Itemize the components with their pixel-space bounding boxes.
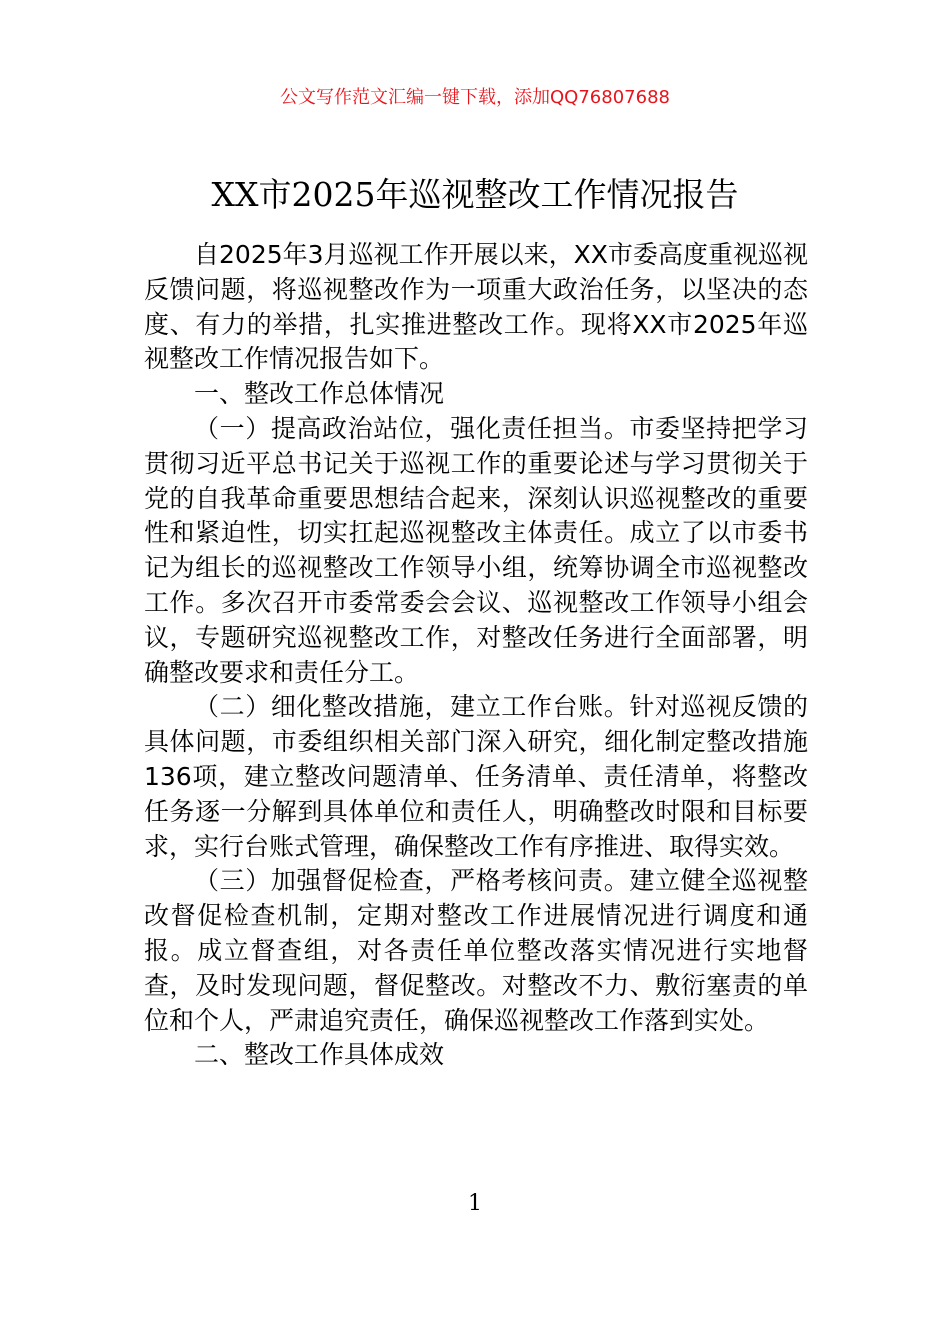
paragraph-1-3: （三）加强督促检查，严格考核问责。建立健全巡视整改督促检查机制，定期对整改工作进展情况进行调度和通报。成立督查组，对各责任单位整改落实情况进行实地督查，及时发现问题，督促整改。对整改不力、敷衍塞责的单位和个人，严肃追究责任，确保巡视整改工作落到实处。: [144, 866, 808, 1035]
document-title: XX市2025年巡视整改工作情况报告: [211, 175, 739, 214]
section-heading-1: 一、整改工作总体情况: [194, 379, 445, 409]
paragraph-1-1: （一）提高政治站位，强化责任担当。市委坚持把学习贯彻习近平总书记关于巡视工作的重要论述与学习贯彻关于党的自我革命重要思想结合起来，深刻认识巡视整改的重要性和紧迫性，切实扛起巡视整改主体责任。成立了以市委书记为组长的巡视整改工作领导小组，统筹协调全市巡视整改工作。多次召开市委常委会会议、巡视整改工作领导小组会议，专题研究巡视整改工作，对整改任务进行全面部署，明确整改要求和责任分工。: [144, 413, 808, 687]
document-body: [144, 238, 808, 1073]
intro-paragraph: 自2025年3月巡视工作开展以来，XX市委高度重视巡视反馈问题，将巡视整改作为一项重大政治任务，以坚决的态度、有力的举措，扎实推进整改工作。现将XX市2025年巡视整改工作情况报告如下。: [144, 240, 808, 374]
paragraph-1-2: （二）细化整改措施，建立工作台账。针对巡视反馈的具体问题，市委组织相关部门深入研究，细化制定整改措施136项，建立整改问题清单、任务清单、责任清单，将整改任务逐一分解到具体单位和责任人，明确整改时限和目标要求，实行台账式管理，确保整改工作有序推进、取得实效。: [144, 692, 808, 861]
section-heading-2: 二、整改工作具体成效: [194, 1040, 445, 1070]
page-number: 1: [468, 1191, 482, 1216]
promo-banner: 公文写作范文汇编一键下载，添加QQ76807688: [280, 87, 670, 108]
